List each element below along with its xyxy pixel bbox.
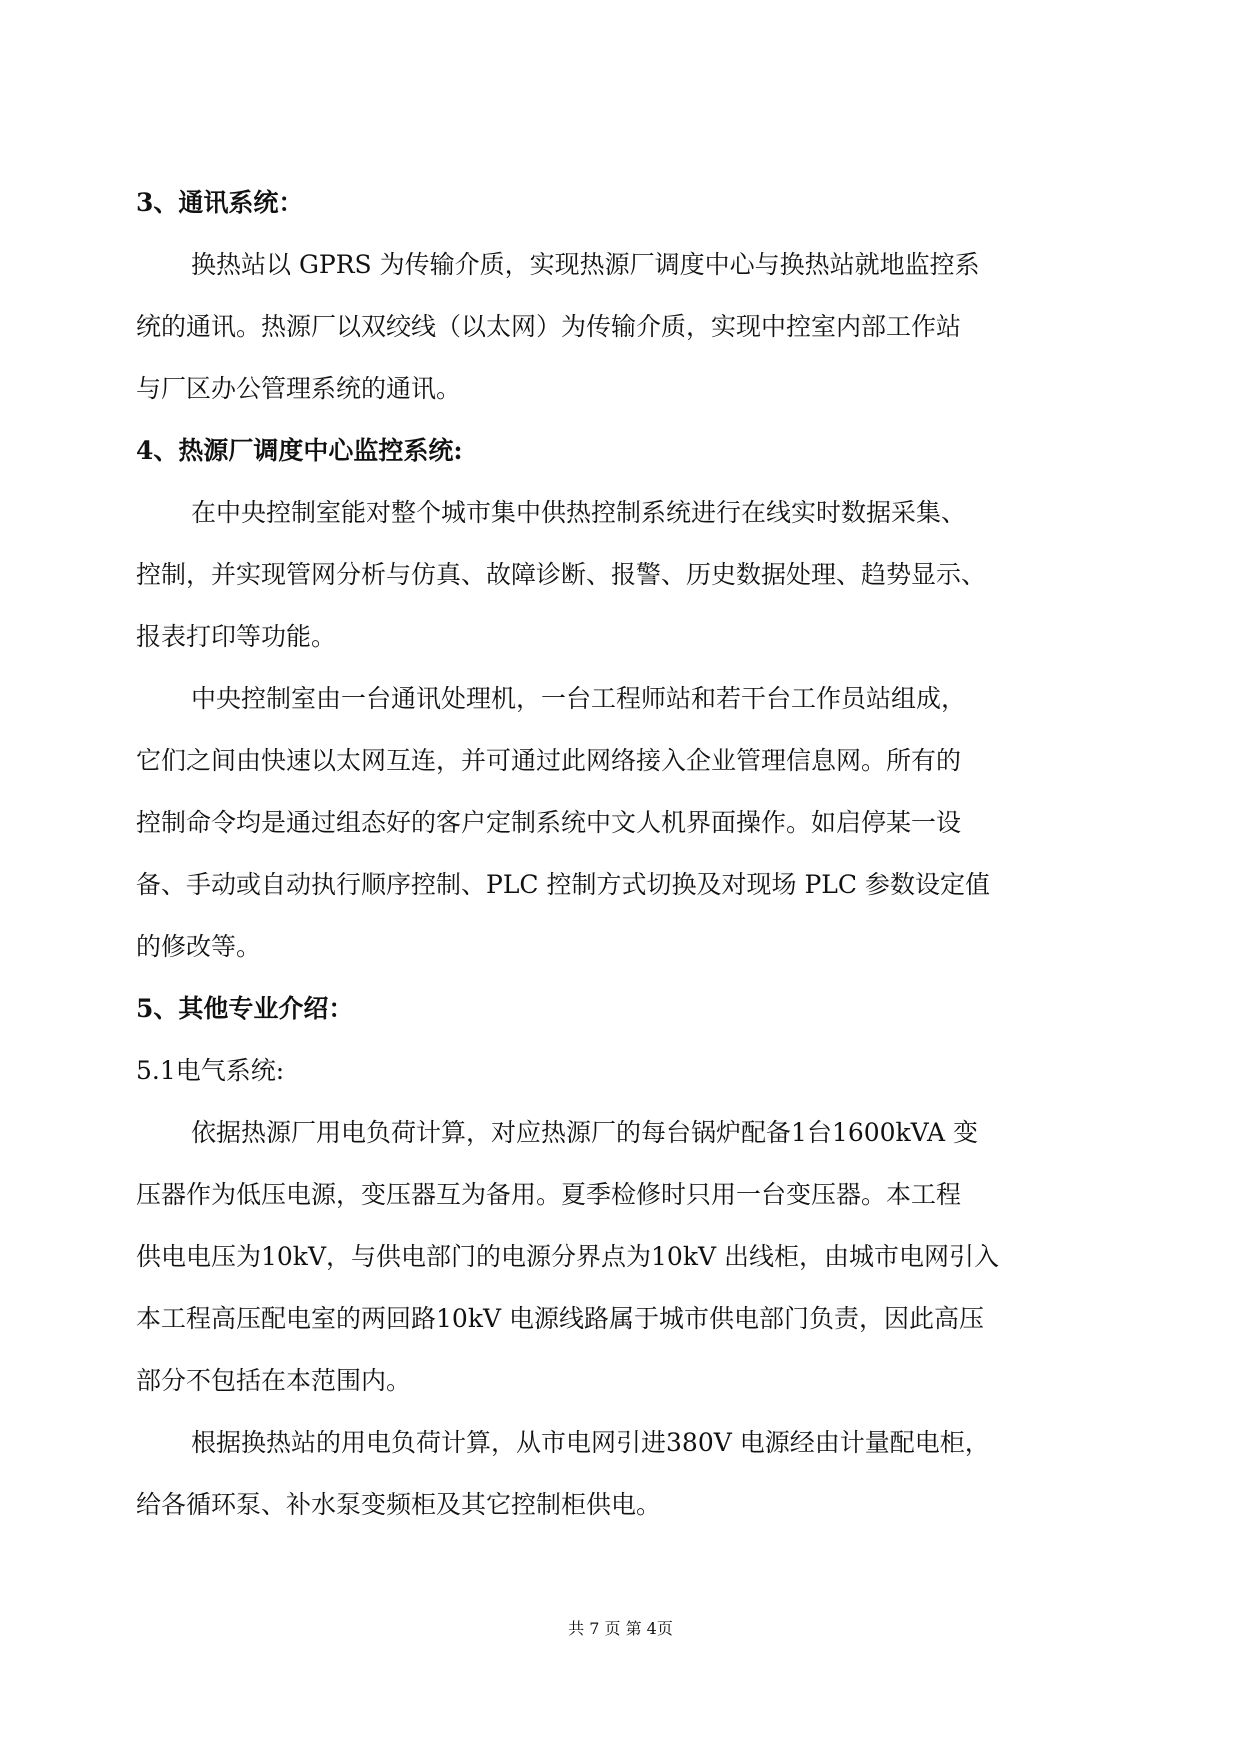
section-heading: 5、其他专业介绍： [136, 994, 354, 1023]
subsection-heading: 5.1电气系统: [136, 1056, 285, 1085]
section-heading: 4、热源厂调度中心监控系统: [136, 436, 463, 465]
paragraph-line: 中央控制室由一台通讯处理机，一台工程师站和若干台工作员站组成， [191, 684, 967, 713]
page-footer: 共 7 页 第 4页 [568, 1619, 673, 1638]
paragraph-line: 它们之间由快速以太网互连，并可通过此网络接入企业管理信息网。所有的 [136, 746, 962, 775]
paragraph-line: 给各循环泵、补水泵变频柜及其它控制柜供电。 [136, 1490, 662, 1519]
document-body [136, 172, 1116, 1536]
paragraph [136, 234, 1116, 420]
paragraph-line: 供电电压为10kV，与供电部门的电源分界点为10kV 出线柜，由城市电网引入 [136, 1242, 999, 1271]
paragraph-line: 与厂区办公管理系统的通讯。 [136, 374, 462, 403]
paragraph-line: 报表打印等功能。 [136, 622, 337, 651]
paragraph-line: 在中央控制室能对整个城市集中供热控制系统进行在线实时数据采集、 [191, 498, 967, 527]
paragraph-line: 的修改等。 [136, 932, 262, 961]
paragraph-line: 部分不包括在本范围内。 [136, 1366, 412, 1395]
paragraph-line: 控制，并实现管网分析与仿真、故障诊断、报警、历史数据处理、趋势显示、 [136, 560, 987, 589]
paragraph-line: 备、手动或自动执行顺序控制、PLC 控制方式切换及对现场 PLC 参数设定值 [136, 870, 990, 899]
paragraph-line: 统的通讯。热源厂以双绞线（以太网）为传输介质，实现中控室内部工作站 [136, 312, 962, 341]
section-heading: 3、通讯系统： [136, 188, 304, 217]
paragraph [136, 668, 1116, 978]
paragraph [136, 1412, 1116, 1536]
paragraph [136, 482, 1116, 668]
paragraph-line: 本工程高压配电室的两回路10kV 电源线路属于城市供电部门负责，因此高压 [136, 1304, 984, 1333]
paragraph-line: 依据热源厂用电负荷计算，对应热源厂的每台锅炉配备1台1600kVA 变 [191, 1118, 979, 1147]
paragraph [136, 1102, 1116, 1412]
paragraph-line: 根据换热站的用电负荷计算，从市电网引进380V 电源经由计量配电柜， [191, 1428, 990, 1457]
paragraph-line: 控制命令均是通过组态好的客户定制系统中文人机界面操作。如启停某一设 [136, 808, 962, 837]
paragraph-line: 压器作为低压电源，变压器互为备用。夏季检修时只用一台变压器。本工程 [136, 1180, 962, 1209]
paragraph-line: 换热站以 GPRS 为传输介质，实现热源厂调度中心与换热站就地监控系 [191, 250, 980, 279]
